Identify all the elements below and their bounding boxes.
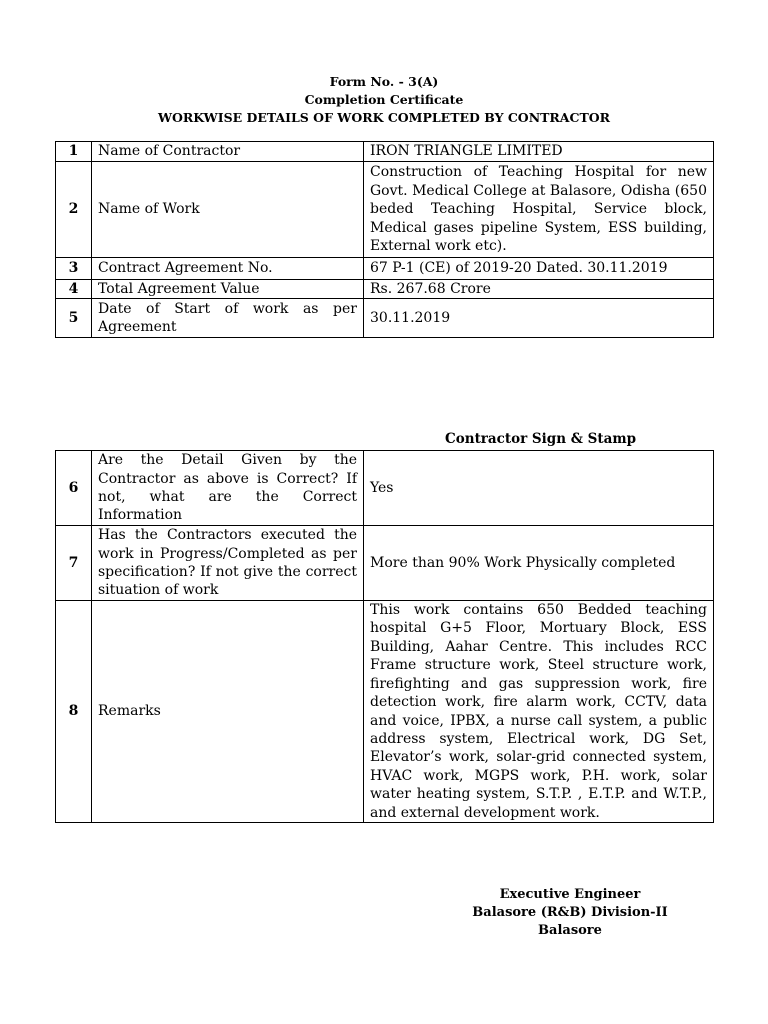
row-value: Yes	[364, 451, 714, 526]
row-label: Total Agreement Value	[92, 280, 364, 299]
row-number: 2	[56, 162, 92, 258]
row-label: Name of Contractor	[92, 142, 364, 162]
row-number: 4	[56, 280, 92, 299]
row-value: This work contains 650 Bedded teaching hospital G+5 Floor, Mortuary Block, ESS Building, Aahar Centre. This includes RCC Frame structure work, Steel structure work, firefighting and gas suppression work, fire detection work, fire alarm work, CCTV, data and voice, IPBX, a nurse call system, a public address system, Electrical work, DG Set, Elevator’s work, solar-grid connected system, HVAC work, MGPS work, P.H. work, solar water heating system, S.T.P. , E.T.P. and W.T.P., and external development work.	[364, 601, 714, 823]
table-row	[56, 451, 714, 526]
form-header	[0, 73, 768, 127]
table-row	[56, 526, 714, 601]
signatory-place: Balasore	[538, 923, 602, 938]
row-number: 8	[56, 601, 92, 823]
row-number: 5	[56, 299, 92, 338]
form-title: Completion Certificate	[304, 92, 464, 107]
signatory-block	[450, 886, 690, 940]
row-value: 30.11.2019	[364, 299, 714, 338]
row-value: IRON TRIANGLE LIMITED	[364, 142, 714, 162]
table-row	[56, 280, 714, 299]
row-label: Name of Work	[92, 162, 364, 258]
row-label: Are the Detail Given by the Contractor as above is Correct? If not, what are the Correct Information	[92, 451, 364, 526]
row-label: Contract Agreement No.	[92, 258, 364, 280]
row-value: More than 90% Work Physically completed	[364, 526, 714, 601]
row-label: Remarks	[92, 601, 364, 823]
signatory-division: Balasore (R&B) Division-II	[472, 905, 668, 920]
row-value: Rs. 267.68 Crore	[364, 280, 714, 299]
table-row	[56, 162, 714, 258]
row-number: 6	[56, 451, 92, 526]
form-number: Form No. - 3(A)	[329, 74, 439, 89]
row-number: 3	[56, 258, 92, 280]
table-row	[56, 601, 714, 823]
signatory-designation: Executive Engineer	[499, 887, 641, 902]
table-row	[56, 299, 714, 338]
form-subtitle: WORKWISE DETAILS OF WORK COMPLETED BY CONTRACTOR	[157, 110, 611, 125]
row-value: 67 P-1 (CE) of 2019-20 Dated. 30.11.2019	[364, 258, 714, 280]
table-row	[56, 258, 714, 280]
contract-details-table	[55, 141, 714, 338]
row-label: Has the Contractors executed the work in Progress/Completed as per specification? If not give the correct situation of work	[92, 526, 364, 601]
row-number: 1	[56, 142, 92, 162]
row-label: Date of Start of work as per Agreement	[92, 299, 364, 338]
table-row	[56, 142, 714, 162]
verification-table	[55, 450, 714, 823]
contractor-sign-stamp-label: Contractor Sign & Stamp	[445, 431, 637, 447]
row-number: 7	[56, 526, 92, 601]
row-value: Construction of Teaching Hospital for new Govt. Medical College at Balasore, Odisha (650 beded Teaching Hospital, Service block, Medical gases pipeline System, ESS building, External work etc).	[364, 162, 714, 258]
